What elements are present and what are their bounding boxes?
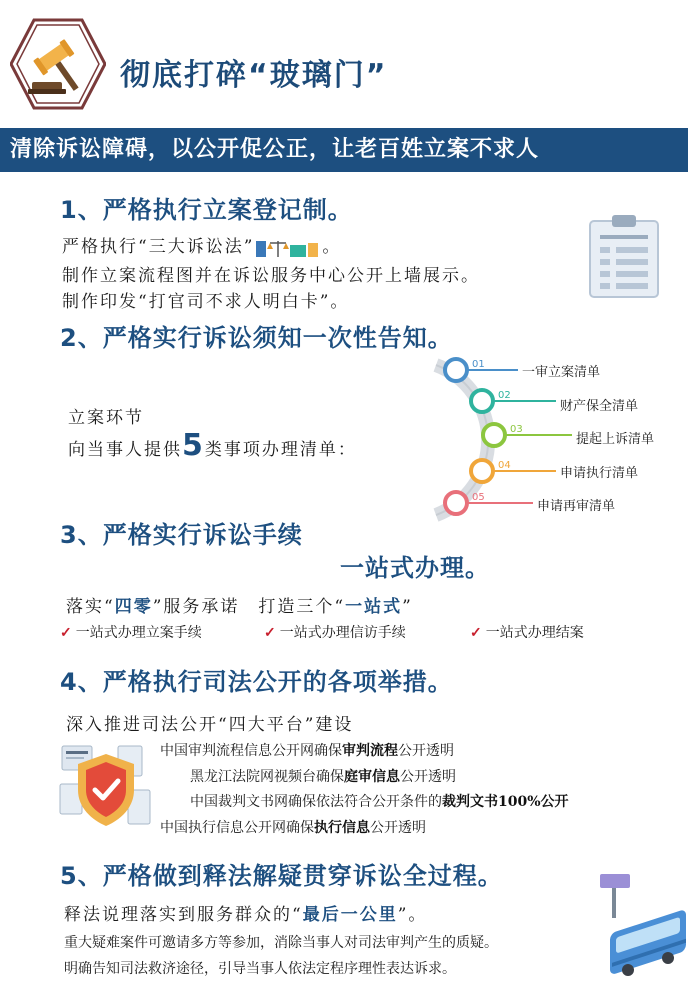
section3-one-stop: 一站式	[345, 597, 403, 617]
platform-row-bold: 裁判文书100%公开	[442, 794, 569, 810]
platform-row-pre: 中国裁判文书网确保依法符合公开条件的	[190, 794, 442, 810]
section4-intro: 深入推进司法公开“四大平台”建设	[66, 715, 354, 735]
checklist-node	[471, 460, 493, 482]
section5-line1	[64, 900, 427, 925]
checklist-number: 04	[498, 460, 511, 471]
platform-row	[190, 791, 569, 811]
headline-banner: 清除诉讼障碍，以公开促公正，让老百姓立案不求人	[0, 128, 688, 172]
check-item-label: 一站式办理结案	[485, 625, 584, 641]
section5-last-mile: 最后一公里	[302, 905, 398, 925]
section3-commitment	[66, 592, 413, 617]
section3-title-line2: 一站式办理。	[340, 554, 490, 582]
checklist-label: 提起上诉清单	[576, 432, 655, 447]
section3-title-line1: 3、严格实行诉讼手续	[60, 521, 303, 549]
platform-row-post: 公开透明	[398, 743, 454, 759]
check-icon: ✓	[264, 625, 276, 641]
platform-row-bold: 审判流程	[342, 743, 398, 759]
section5-line3: 明确告知司法救济途径，引导当事人依法定程序理性表达诉求。	[64, 961, 456, 977]
section1-line2: 制作立案流程图并在诉讼服务中心公开上墙展示。	[62, 266, 480, 286]
checklist-label: 申请执行清单	[560, 466, 639, 481]
section5-line1-end: ”。	[397, 905, 428, 925]
section4-title: 4、严格执行司法公开的各项举措。	[60, 668, 453, 696]
checklist-node	[445, 359, 467, 381]
check-item	[470, 622, 584, 642]
checklist-node	[445, 492, 467, 514]
platform-row	[160, 740, 454, 760]
section1-title: 1、严格执行立案登记制。	[60, 196, 353, 224]
section5-line1-pre: 释法说理落实到服务群众的“	[64, 905, 303, 925]
section5-line2: 重大疑难案件可邀请多方等参加，消除当事人对司法审判产生的质疑。	[64, 935, 498, 951]
section3-four-zero: 四零	[114, 597, 153, 617]
platform-row-post: 公开透明	[400, 769, 456, 785]
section2-count: 5	[182, 428, 205, 463]
clipboard-icon	[586, 213, 662, 299]
platform-row	[160, 817, 426, 837]
section2-title: 2、严格实行诉讼须知一次性告知。	[60, 324, 453, 352]
section3-pre: 落实“	[66, 597, 115, 617]
gavel-icon	[10, 18, 106, 110]
checklist-number: 05	[472, 492, 485, 503]
platform-row-post: 公开透明	[370, 820, 426, 836]
checklist-node	[483, 424, 505, 446]
platform-row-pre: 黑龙江法院网视频台确保	[190, 769, 344, 785]
page-title: 彻底打碎“玻璃门”	[120, 58, 388, 93]
checklist-label: 一审立案清单	[522, 365, 601, 380]
check-item	[60, 622, 202, 642]
checklist-number: 01	[472, 359, 485, 370]
checklist-number: 02	[498, 390, 511, 401]
section1-line1-end: 。	[322, 237, 342, 257]
check-item-label: 一站式办理信访手续	[279, 625, 406, 641]
checklist-label: 申请再审清单	[537, 499, 616, 514]
checklist-node	[471, 390, 493, 412]
section1-line1-text: 严格执行“三大诉讼法”	[62, 237, 255, 257]
checklist-number: 03	[510, 424, 523, 435]
section1-line1	[62, 232, 341, 259]
shield-icon	[56, 740, 156, 835]
check-item	[264, 622, 406, 642]
section2-intro1: 立案环节	[68, 408, 144, 428]
platform-row	[190, 766, 456, 786]
section2-intro2-post: 类事项办理清单：	[204, 440, 357, 460]
bus-icon	[590, 870, 688, 980]
justice-illustration-icon	[254, 237, 322, 259]
section3-mid: ”服务承诺 打造三个“	[152, 597, 346, 617]
checklist-label: 财产保全清单	[560, 399, 639, 414]
header-emblem	[10, 18, 106, 110]
platform-row-bold: 庭审信息	[344, 769, 400, 785]
platform-row-bold: 执行信息	[314, 820, 370, 836]
section2-intro2-pre: 向当事人提供	[68, 440, 182, 460]
platform-row-pre: 中国执行信息公开网确保	[160, 820, 314, 836]
section2-intro2	[68, 428, 357, 463]
checklist-diagram	[400, 355, 688, 525]
section1-line3: 制作印发“打官司不求人明白卡”。	[62, 292, 350, 312]
section5-title: 5、严格做到释法解疑贯穿诉讼全过程。	[60, 862, 503, 890]
section3-end: ”	[402, 597, 413, 617]
check-icon: ✓	[470, 625, 482, 641]
check-item-label: 一站式办理立案手续	[75, 625, 202, 641]
platform-row-pre: 中国审判流程信息公开网确保	[160, 743, 342, 759]
check-icon: ✓	[60, 625, 72, 641]
